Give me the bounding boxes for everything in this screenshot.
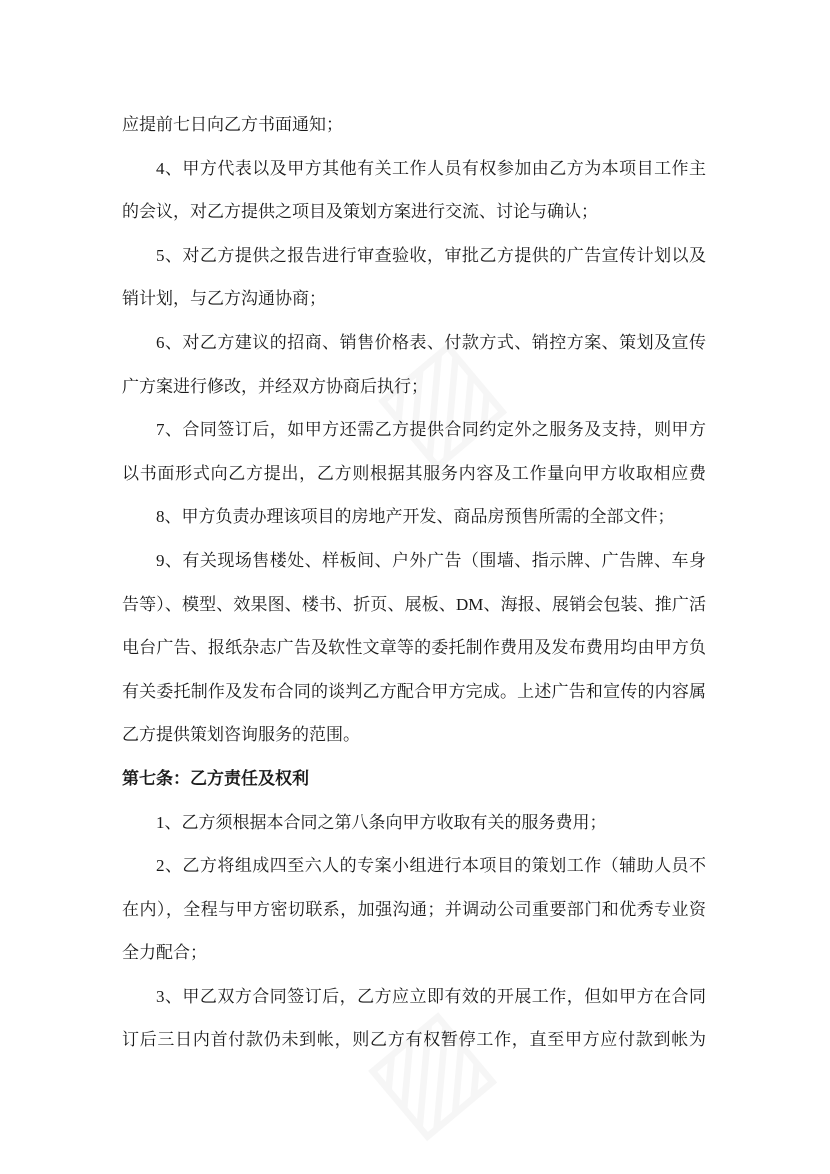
text-line: 应提前七日向乙方书面通知； xyxy=(122,115,343,134)
text-line: 4、甲方代表以及甲方其他有关工作人员有权参加由乙方为本项目工作主 xyxy=(156,158,706,178)
text-line: 广方案进行修改，并经双方协商后执行； xyxy=(122,376,428,396)
text-line: 订后三日内首付款仍未到帐，则乙方有权暂停工作，直至甲方应付款到帐为 xyxy=(122,1030,706,1050)
document-body xyxy=(122,103,706,1062)
text-line: 电台广告、报纸杂志广告及软性文章等的委托制作费用及发布费用均由甲方负 xyxy=(122,638,706,658)
text-line: 有关委托制作及发布合同的谈判乙方配合甲方完成。上述广告和宣传的内容属 xyxy=(122,681,706,701)
section-heading: 第七条：乙方责任及权利 xyxy=(122,768,309,788)
text-line: 7、合同签订后，如甲方还需乙方提供合同约定外之服务及支持，则甲方 xyxy=(156,420,706,440)
text-line: 全力配合； xyxy=(122,943,207,963)
text-line: 3、甲乙双方合同签订后，乙方应立即有效的开展工作，但如甲方在合同 xyxy=(156,986,706,1006)
text-line: 2、乙方将组成四至六人的专案小组进行本项目的策划工作（辅助人员不 xyxy=(156,856,706,876)
text-line: 1、乙方须根据本合同之第八条向甲方收取有关的服务费用； xyxy=(156,812,607,832)
text-line: 乙方提供策划咨询服务的范围。 xyxy=(122,725,360,745)
text-line: 5、对乙方提供之报告进行审查验收，审批乙方提供的广告宣传计划以及 xyxy=(156,245,706,265)
text-line: 9、有关现场售楼处、样板间、户外广告（围墙、指示牌、广告牌、车身 xyxy=(156,550,706,570)
text-line: 8、甲方负责办理该项目的房地产开发、商品房预售所需的全部文件； xyxy=(156,507,675,527)
text-line: 销计划，与乙方沟通协商； xyxy=(122,289,326,309)
text-line: 以书面形式向乙方提出，乙方则根据其服务内容及工作量向甲方收取相应费 xyxy=(122,463,706,483)
text-line: 6、对乙方建议的招商、销售价格表、付款方式、销控方案、策划及宣传 xyxy=(156,332,706,352)
text-line: 在内），全程与甲方密切联系，加强沟通；并调动公司重要部门和优秀专业资 xyxy=(122,899,706,919)
text-line: 告等）、模型、效果图、楼书、折页、展板、DM、海报、展销会包装、推广活 xyxy=(122,594,706,614)
text-line: 的会议，对乙方提供之项目及策划方案进行交流、讨论与确认； xyxy=(122,202,598,222)
